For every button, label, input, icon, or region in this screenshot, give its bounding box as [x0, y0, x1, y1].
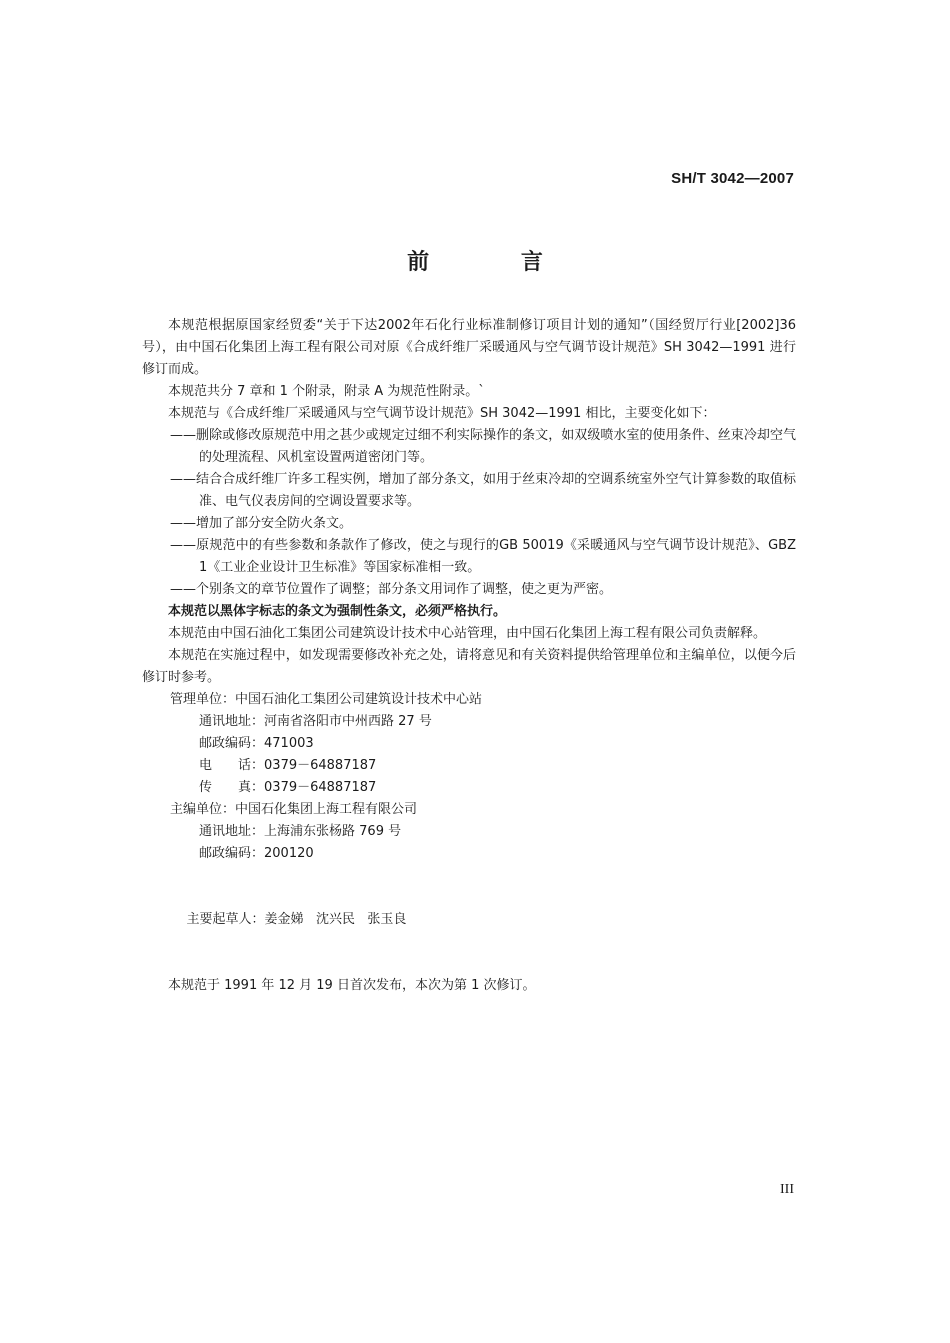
- editor-label: 主编单位：: [170, 802, 236, 817]
- paragraph-management: 本规范由中国石油化工集团公司建筑设计技术中心站管理，由中国石化集团上海工程有限公司负责解释。: [168, 626, 767, 641]
- management-address: 河南省洛阳市中州西路 27 号: [264, 714, 432, 729]
- paragraph-origin: 本规范根据原国家经贸委“关于下达2002年石化行业标准制修订项目计划的通知”（国经贸厅行业[2002]36 号），由中国石化集团上海工程有限公司对原《合成纤维厂采暖通风与空气调节设计规范》SH 3042—1991 进行修订而成。: [142, 318, 796, 377]
- management-label: 管理单位：: [170, 692, 236, 707]
- editor-address: 上海浦东张杨路 769 号: [264, 824, 402, 839]
- management-name: 中国石油化工集团公司建筑设计技术中心站: [235, 692, 483, 707]
- drafters-names: 姜金娣 沈兴民 张玉良: [264, 912, 407, 927]
- editor-postcode-label: 邮政编码：: [199, 846, 265, 861]
- page-title: 前 言: [407, 249, 585, 275]
- change-item: ——个别条文的章节位置作了调整；部分条文用词作了调整，使之更为严密。: [170, 582, 613, 597]
- editor-postcode: 200120: [264, 846, 314, 861]
- management-fax: 0379－64887187: [264, 780, 377, 795]
- management-postcode-label: 邮政编码：: [199, 736, 265, 751]
- management-phone-label: 电话：: [199, 758, 265, 773]
- editor-address-label: 通讯地址：: [199, 824, 265, 839]
- management-address-label: 通讯地址：: [199, 714, 265, 729]
- paragraph-feedback: 本规范在实施过程中，如发现需要修改补充之处，请将意见和有关资料提供给管理单位和主编单位，以便今后修订时参考。: [142, 648, 796, 685]
- drafters-label: 主要起草人：: [186, 912, 265, 927]
- paragraph-structure: 本规范共分 7 章和 1 个附录，附录 A 为规范性附录。`: [168, 384, 485, 399]
- change-item: ——增加了部分安全防火条文。: [170, 516, 353, 531]
- drafters-line: [142, 887, 796, 953]
- release-note: 本规范于 1991 年 12 月 19 日首次发布，本次为第 1 次修订。: [168, 978, 536, 993]
- paragraph-mandatory: 本规范以黑体字标志的条文为强制性条文，必须严格执行。: [168, 604, 507, 619]
- editor-name: 中国石化集团上海工程有限公司: [235, 802, 418, 817]
- preface-body: [142, 315, 796, 997]
- paragraph-changes-intro: 本规范与《合成纤维厂采暖通风与空气调节设计规范》SH 3042—1991 相比，主要变化如下：: [168, 406, 716, 421]
- management-postcode: 471003: [264, 736, 314, 751]
- management-fax-label: 传真：: [199, 780, 265, 795]
- standard-code: SH/T 3042—2007: [671, 170, 794, 187]
- change-item: ——结合合成纤维厂许多工程实例，增加了部分条文，如用于丝束冷却的空调系统室外空气计算参数的取值标准、电气仪表房间的空调设置要求等。: [170, 472, 796, 509]
- management-unit-block: [142, 689, 796, 799]
- change-item: ——删除或修改原规范中用之甚少或规定过细不利实际操作的条文，如双级喷水室的使用条件、丝束冷却空气的处理流程、风机室设置两道密闭门等。: [170, 428, 796, 465]
- management-phone: 0379－64887187: [264, 758, 377, 773]
- change-item: ——原规范中的有些参数和条款作了修改，使之与现行的GB 50019《采暖通风与空气调节设计规范》、GBZ 1《工业企业设计卫生标准》等国家标准相一致。: [170, 538, 796, 575]
- page-number: III: [780, 1182, 794, 1197]
- editor-unit-block: [142, 799, 796, 865]
